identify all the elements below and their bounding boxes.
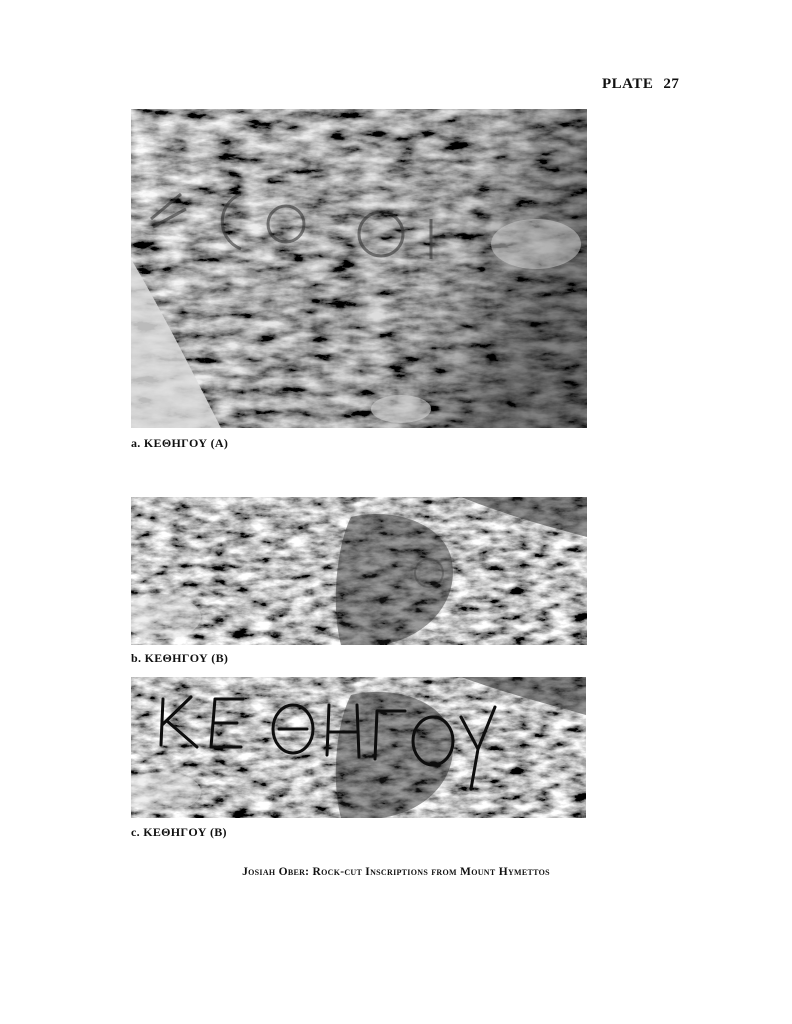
photo-inscription-a: [131, 109, 587, 428]
caption-b: b. ΚΕΘΗΓΟΥ (B): [131, 651, 229, 665]
plate-word: PLATE: [602, 76, 654, 92]
photo-inscription-c-traced: [131, 677, 586, 818]
photo-inscription-b: [131, 497, 587, 645]
caption-c: c. ΚΕΘΗΓΟΥ (B): [131, 825, 227, 839]
plate-number: 27: [663, 76, 680, 92]
plate-label: [602, 76, 679, 93]
caption-a: a. ΚΕΘΗΓΟΥ (A): [131, 436, 229, 450]
author-credit: Josiah Ober: Rock-cut Inscriptions from Mount Hymettos: [242, 866, 550, 878]
